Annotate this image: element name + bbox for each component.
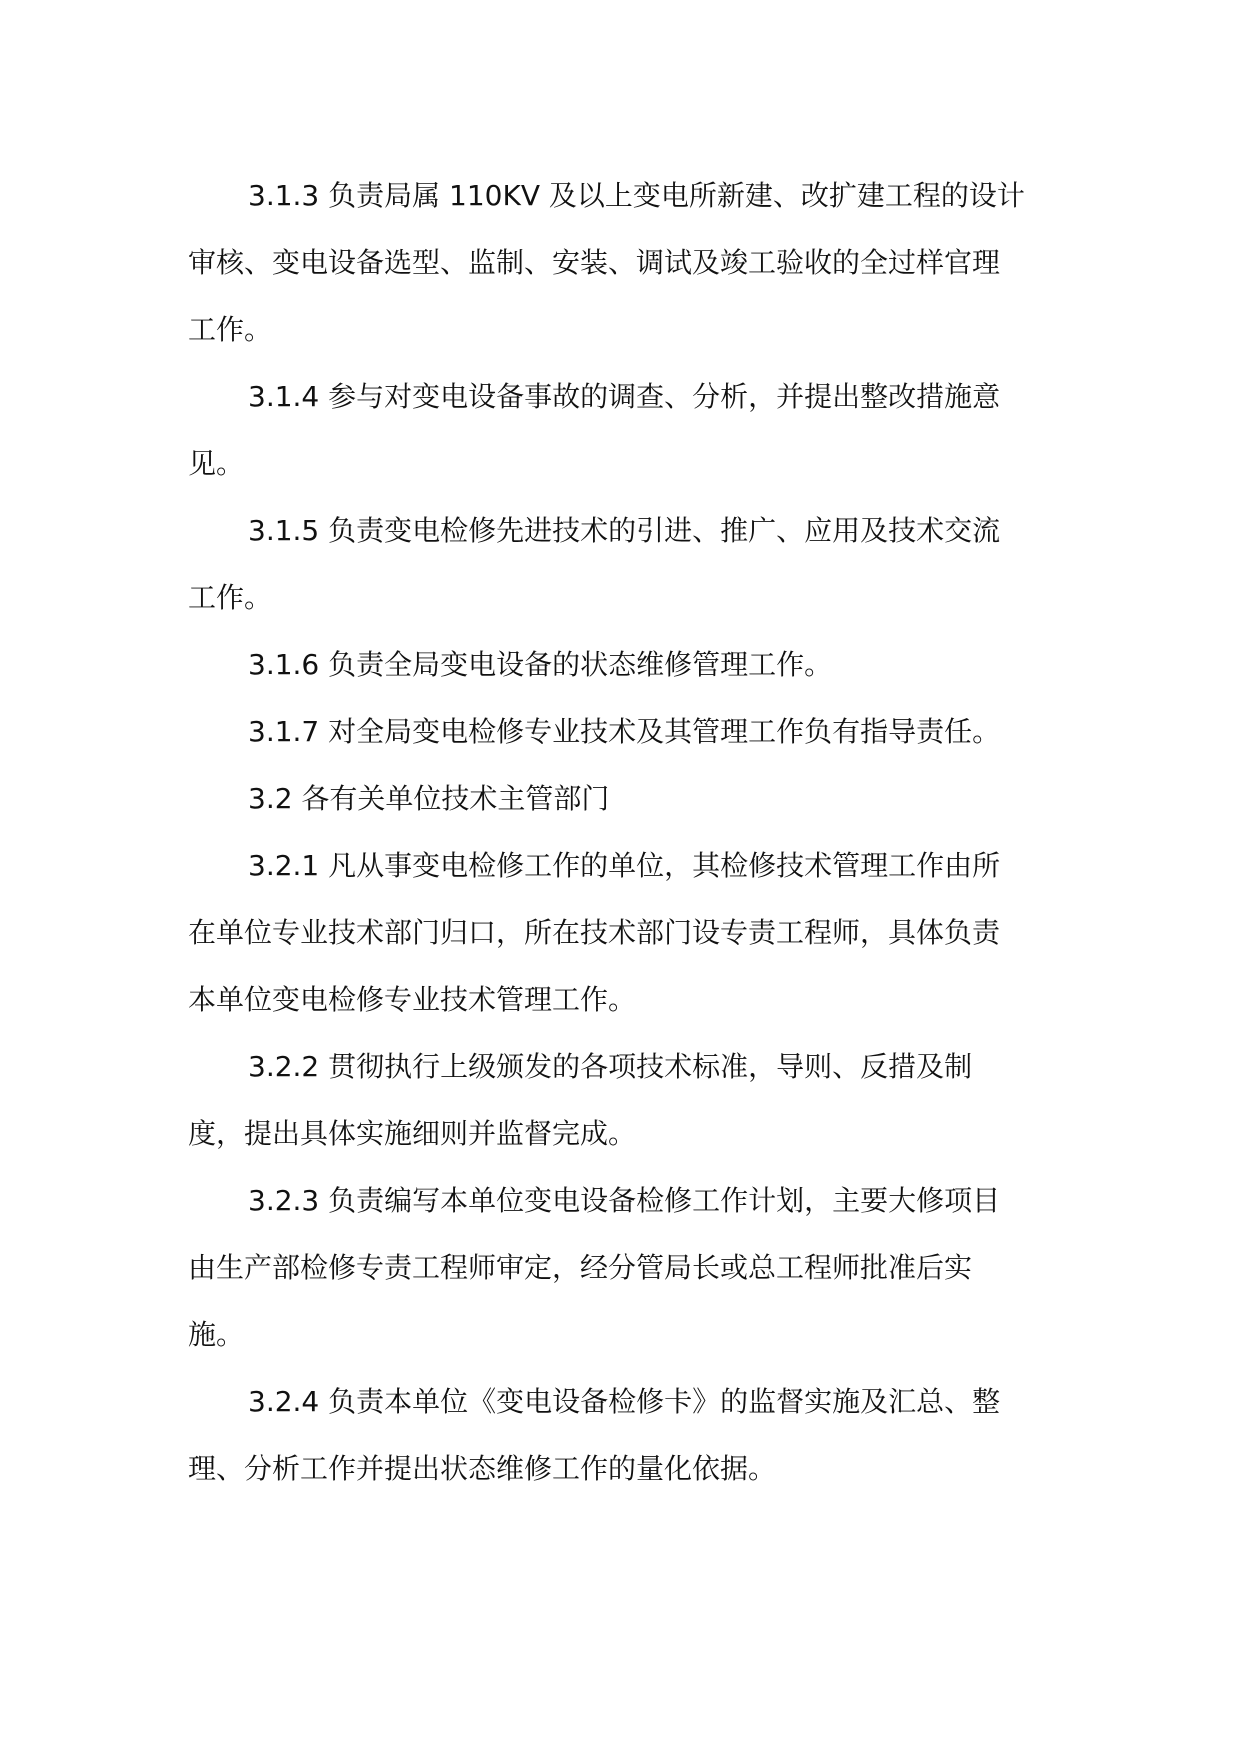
text-line: 3.2.3 负责编写本单位变电设备检修工作计划，主要大修项目 xyxy=(248,1184,1001,1217)
paragraph-3-1-5 xyxy=(188,497,1068,631)
text-line: 3.2.1 凡从事变电检修工作的单位，其检修技术管理工作由所 xyxy=(248,849,1001,882)
text-line: 3.2 各有关单位技术主管部门 xyxy=(248,782,610,815)
paragraph-3-1-7 xyxy=(188,698,1068,765)
paragraph-3-1-3 xyxy=(188,162,1068,363)
paragraph-3-2-2 xyxy=(188,1033,1068,1167)
text-line: 工作。 xyxy=(188,313,273,346)
text-line: 3.1.3 负责局属 110KV 及以上变电所新建、改扩建工程的设计 xyxy=(248,179,1025,212)
text-line: 见。 xyxy=(188,447,245,480)
text-line: 3.1.4 参与对变电设备事故的调查、分析，并提出整改措施意 xyxy=(248,380,1001,413)
text-line: 3.1.7 对全局变电检修专业技术及其管理工作负有指导责任。 xyxy=(248,715,1001,748)
text-line: 本单位变电检修专业技术管理工作。 xyxy=(188,983,637,1016)
text-line: 在单位专业技术部门归口，所在技术部门设专责工程师，具体负责 xyxy=(188,916,1001,949)
paragraph-3-1-4 xyxy=(188,363,1068,497)
paragraph-3-2-1 xyxy=(188,832,1068,1033)
text-line: 施。 xyxy=(188,1318,245,1351)
text-line: 由生产部检修专责工程师审定，经分管局长或总工程师批准后实 xyxy=(188,1251,973,1284)
heading-3-2 xyxy=(188,765,1068,832)
text-line: 3.1.5 负责变电检修先进技术的引进、推广、应用及技术交流 xyxy=(248,514,1001,547)
text-line: 审核、变电设备选型、监制、安装、调试及竣工验收的全过样官理 xyxy=(188,246,1001,279)
paragraph-3-2-3 xyxy=(188,1167,1068,1368)
text-line: 3.1.6 负责全局变电设备的状态维修管理工作。 xyxy=(248,648,833,681)
paragraph-3-2-4 xyxy=(188,1368,1068,1502)
text-line: 度，提出具体实施细则并监督完成。 xyxy=(188,1117,637,1150)
text-line: 理、分析工作并提出状态维修工作的量化依据。 xyxy=(188,1452,777,1485)
text-line: 3.2.4 负责本单位《变电设备检修卡》的监督实施及汇总、整 xyxy=(248,1385,1001,1418)
text-line: 3.2.2 贯彻执行上级颁发的各项技术标准，导则、反措及制 xyxy=(248,1050,973,1083)
paragraph-3-1-6 xyxy=(188,631,1068,698)
document-body xyxy=(188,162,1068,1502)
text-line: 工作。 xyxy=(188,581,273,614)
